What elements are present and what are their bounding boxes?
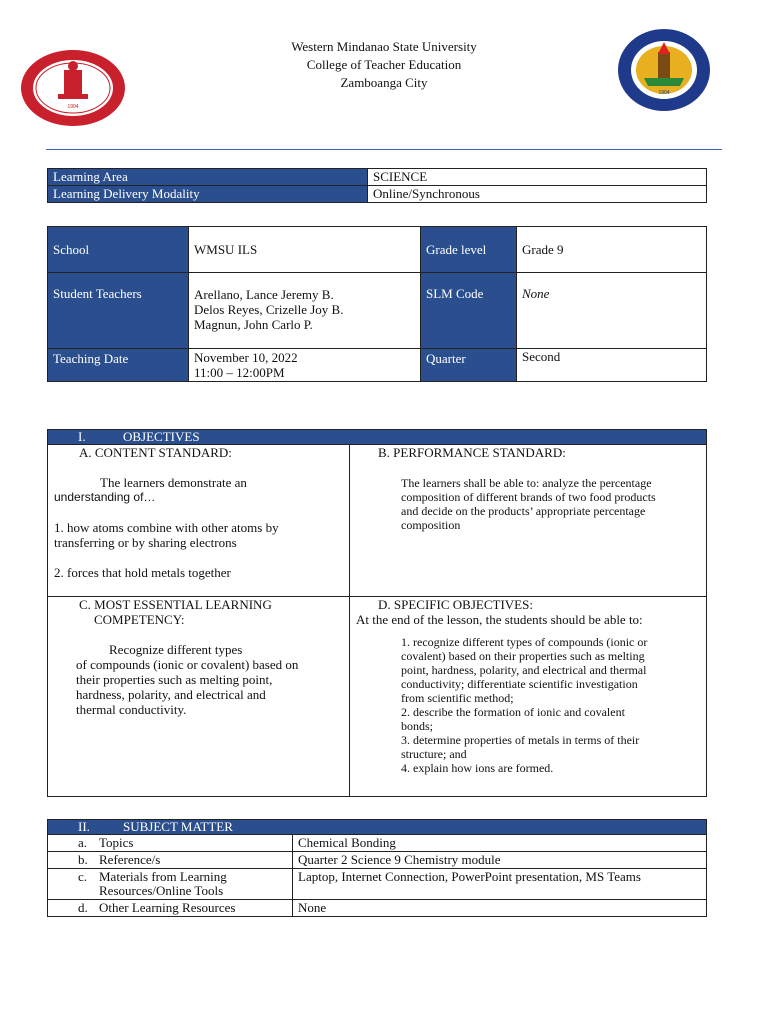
section-number: I. xyxy=(78,429,86,444)
content-standard-item: transferring or by sharing electrons xyxy=(54,535,237,550)
specific-objective-line: 2. describe the formation of ionic and covalent xyxy=(401,705,625,719)
row-label-continued: Resources/Online Tools xyxy=(99,883,224,898)
specific-objective-line: 3. determine properties of metals in terms of their xyxy=(401,733,640,747)
subject-value-cell: Quarter 2 Science 9 Chemistry module xyxy=(293,852,707,869)
specific-objectives-cell xyxy=(350,597,707,797)
subject-label-cell xyxy=(48,900,293,917)
melc-heading: COMPETENCY: xyxy=(94,612,185,627)
section-number: II. xyxy=(78,819,90,834)
quarter-label: Quarter xyxy=(421,349,517,382)
subject-matter-table xyxy=(47,819,707,917)
performance-standard-cell xyxy=(350,445,707,597)
melc-text: Recognize different types xyxy=(109,642,243,657)
row-letter: c. xyxy=(78,869,88,884)
section-title: OBJECTIVES xyxy=(123,429,200,444)
date-text: November 10, 2022 xyxy=(194,350,298,365)
quarter-value: Second xyxy=(517,349,707,382)
learning-area-label: Learning Area xyxy=(48,169,368,186)
subject-value-cell: Laptop, Internet Connection, PowerPoint presentation, MS Teams xyxy=(293,869,707,900)
row-letter: b. xyxy=(78,852,88,867)
subject-row-topics xyxy=(48,835,707,852)
specific-objectives-intro: At the end of the lesson, the students should be able to: xyxy=(356,612,643,627)
teaching-date-label: Teaching Date xyxy=(48,349,189,382)
school-info-table xyxy=(47,226,707,382)
melc-cell xyxy=(48,597,350,797)
subject-row-other-resources xyxy=(48,900,707,917)
specific-objectives-list xyxy=(356,635,700,775)
slm-code-label: SLM Code xyxy=(421,273,517,349)
melc-text: thermal conductivity. xyxy=(76,702,187,717)
melc-text: of compounds (ionic or covalent) based on xyxy=(76,657,299,672)
content-standard-heading: A. CONTENT STANDARD: xyxy=(79,445,232,460)
performance-standard-text: composition of different brands of two food products xyxy=(401,490,656,504)
performance-standard-text: and decide on the products’ appropriate percentage xyxy=(401,504,646,518)
specific-objective-line: 1. recognize different types of compounds (ionic or xyxy=(401,635,648,649)
student-teachers-value xyxy=(189,273,421,349)
content-standard-item: 2. forces that hold metals together xyxy=(54,565,231,580)
objectives-table xyxy=(47,429,707,797)
cte-seal-logo xyxy=(614,28,714,112)
performance-standard-text: composition xyxy=(401,518,461,532)
specific-objective-line: structure; and xyxy=(401,747,467,761)
header-divider xyxy=(46,149,722,150)
modality-label: Learning Delivery Modality xyxy=(48,186,368,203)
objectives-heading xyxy=(48,430,707,445)
specific-objectives-heading: D. SPECIFIC OBJECTIVES: xyxy=(378,597,533,612)
row-label: Other Learning Resources xyxy=(99,900,236,915)
grade-level-value: Grade 9 xyxy=(517,227,707,273)
content-standard-text: The learners demonstrate an xyxy=(100,475,247,490)
row-letter: a. xyxy=(78,835,88,850)
specific-objective-line: from scientific method; xyxy=(401,691,514,705)
melc-heading: C. MOST ESSENTIAL LEARNING xyxy=(79,597,272,612)
melc-text: their properties such as melting point, xyxy=(76,672,273,687)
specific-objective-line: point, hardness, polarity, and electrical and thermal xyxy=(401,663,647,677)
learning-area-value: SCIENCE xyxy=(368,169,707,186)
specific-objective-line: 4. explain how ions are formed. xyxy=(401,761,554,775)
modality-value: Online/Synchronous xyxy=(368,186,707,203)
melc-text: hardness, polarity, and electrical and xyxy=(76,687,266,702)
row-letter: d. xyxy=(78,900,88,915)
slm-code-value: None xyxy=(517,273,707,349)
college-name: College of Teacher Education xyxy=(306,57,462,72)
svg-text:1904: 1904 xyxy=(67,104,79,110)
subject-matter-heading xyxy=(48,820,707,835)
content-standard-cell xyxy=(48,445,350,597)
teacher-name: Delos Reyes, Crizelle Joy B. xyxy=(194,302,344,317)
time-text: 11:00 – 12:00PM xyxy=(194,365,285,380)
school-label: School xyxy=(48,227,189,273)
content-standard-text: understanding of… xyxy=(54,490,156,504)
teacher-name: Magnun, John Carlo P. xyxy=(194,317,313,332)
student-teachers-label: Student Teachers xyxy=(48,273,189,349)
performance-standard-heading: B. PERFORMANCE STANDARD: xyxy=(378,445,566,460)
performance-standard-text: The learners shall be able to: analyze the percentage xyxy=(401,476,652,490)
content-standard-item: 1. how atoms combine with other atoms by xyxy=(54,520,279,535)
university-name: Western Mindanao State University xyxy=(291,39,477,54)
row-label: Materials from Learning xyxy=(99,869,227,884)
teaching-date-value xyxy=(189,349,421,382)
grade-level-label: Grade level xyxy=(421,227,517,273)
subject-label-cell xyxy=(48,869,293,900)
specific-objective-line: bonds; xyxy=(401,719,434,733)
subject-label-cell xyxy=(48,835,293,852)
svg-text:1904: 1904 xyxy=(658,90,670,96)
row-label: Topics xyxy=(99,835,134,850)
city-name: Zamboanga City xyxy=(340,75,428,90)
subject-row-references xyxy=(48,852,707,869)
subject-label-cell xyxy=(48,852,293,869)
teacher-name: Arellano, Lance Jeremy B. xyxy=(194,287,334,302)
section-title: SUBJECT MATTER xyxy=(123,819,233,834)
row-label: Reference/s xyxy=(99,852,161,867)
subject-row-materials xyxy=(48,869,707,900)
learning-area-table xyxy=(47,168,707,203)
subject-value-cell: Chemical Bonding xyxy=(293,835,707,852)
subject-value-cell: None xyxy=(293,900,707,917)
specific-objective-line: covalent) based on their properties such as melting xyxy=(401,649,645,663)
school-value: WMSU ILS xyxy=(189,227,421,273)
specific-objective-line: conductivity; differentiate scientific investigation xyxy=(401,677,638,691)
